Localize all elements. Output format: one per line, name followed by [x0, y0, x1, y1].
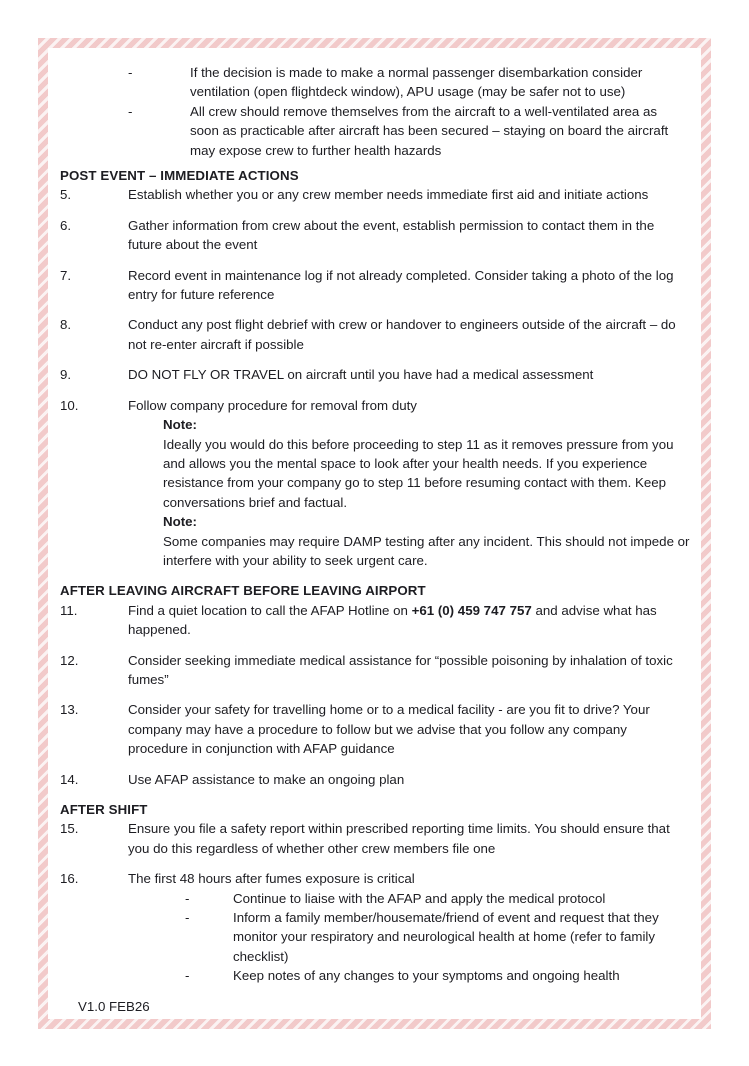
bullet-dash: -	[128, 65, 133, 80]
text-run: Record event in maintenance log if not already completed. Consider taking a photo of the log entry for future reference	[128, 267, 674, 303]
item-body	[128, 651, 689, 690]
item-body	[128, 266, 689, 305]
item-text	[128, 396, 690, 415]
item-body	[128, 819, 689, 858]
numbered-item	[60, 651, 689, 690]
text-run: and advise what has happened.	[128, 602, 657, 638]
item-number: 8.	[60, 317, 72, 333]
sub-bullet-text: Keep notes of any changes to your symptoms and ongoing health	[233, 968, 620, 984]
item-text	[128, 365, 689, 384]
item-text	[128, 770, 689, 789]
item-number: 16.	[60, 871, 79, 887]
numbered-item	[60, 266, 689, 305]
numbered-item	[60, 396, 689, 571]
text-run: If the decision is made to make a normal passenger disembarkation consider ventilation (open flightdeck window), APU usage (may be safer not to use)	[190, 65, 643, 100]
item-text	[128, 266, 689, 305]
bullet-item	[128, 63, 689, 102]
text-run: The first 48 hours after fumes exposure is critical	[128, 871, 415, 887]
note-text: Some companies may require DAMP testing after any incident. This should not impede or interfere with your ability to seek urgent care.	[163, 533, 690, 568]
item-number: 5.	[60, 187, 72, 203]
item-number: 11.	[60, 602, 78, 618]
item-body	[128, 216, 689, 255]
item-text	[128, 601, 689, 640]
item-text	[128, 651, 689, 690]
sub-bullet-item	[185, 966, 689, 985]
numbered-item	[60, 216, 689, 255]
item-body	[128, 869, 689, 985]
text-run: Consider your safety for travelling home or to a medical facility - are you fit to drive? Your company may have a procedure to follow but we advise that you follow any company procedure in conjunction with AFAP guidance	[128, 702, 650, 757]
numbered-item	[60, 869, 689, 985]
bullet-dash: -	[185, 968, 190, 984]
decorative-striped-border	[38, 38, 711, 1029]
item-number: 13.	[60, 702, 79, 718]
item-number: 12.	[60, 652, 79, 668]
item-text	[128, 315, 689, 354]
sub-bullet-text: Continue to liaise with the AFAP and apply the medical protocol	[233, 890, 606, 906]
text-run: Establish whether you or any crew member needs immediate first aid and initiate actions	[128, 187, 649, 203]
item-text	[128, 819, 689, 858]
item-number: 15.	[60, 821, 79, 837]
numbered-item	[60, 601, 689, 640]
item-body	[128, 315, 689, 354]
bullet-text	[190, 63, 689, 102]
section-heading: POST EVENT – IMMEDIATE ACTIONS	[60, 168, 299, 184]
item-text	[128, 869, 689, 888]
bold-text-run: +61 (0) 459 747 757	[411, 602, 532, 618]
item-body	[128, 185, 689, 204]
note-label: Note:	[163, 514, 197, 530]
item-number: 14.	[60, 771, 79, 787]
item-number: 7.	[60, 267, 72, 283]
text-run: Use AFAP assistance to make an ongoing plan	[128, 771, 405, 787]
item-body	[128, 601, 689, 640]
numbered-item	[60, 700, 689, 758]
bullet-dash: -	[185, 890, 190, 906]
note-label: Note:	[163, 417, 197, 433]
text-run: Find a quiet location to call the AFAP Hotline on	[128, 602, 412, 618]
bullet-item	[128, 102, 689, 160]
bullet-dash: -	[185, 910, 190, 926]
bullet-dash: -	[128, 103, 133, 119]
item-text	[128, 216, 689, 255]
sub-bullet-item	[185, 908, 689, 966]
numbered-item	[60, 770, 689, 789]
numbered-item	[60, 185, 689, 204]
numbered-item	[60, 365, 689, 384]
text-run: Follow company procedure for removal from duty	[128, 397, 417, 413]
sub-bullet-text: Inform a family member/housemate/friend of event and request that they monitor your respiratory and neurological health at home (refer to family checklist)	[233, 910, 659, 964]
section-heading: AFTER SHIFT	[60, 802, 148, 817]
item-body	[128, 770, 689, 789]
numbered-item	[60, 315, 689, 354]
item-number: 6.	[60, 217, 72, 233]
text-run: Ensure you file a safety report within prescribed reporting time limits. You should ensure that you do this regardless of whether other crew members file one	[128, 821, 670, 856]
version-label: V1.0 FEB26	[78, 998, 150, 1014]
item-number: 10.	[60, 397, 79, 413]
item-body	[128, 365, 689, 384]
section-heading: AFTER LEAVING AIRCRAFT BEFORE LEAVING AIRPORT	[60, 583, 426, 599]
text-run: Consider seeking immediate medical assistance for “possible poisoning by inhalation of toxic fumes”	[128, 652, 673, 687]
text-run: Conduct any post flight debrief with crew or handover to engineers outside of the aircraft – do not re-enter aircraft if possible	[128, 317, 676, 352]
checklist-document	[60, 63, 689, 986]
text-run: DO NOT FLY OR TRAVEL on aircraft until you have had a medical assessment	[128, 367, 594, 383]
text-run: All crew should remove themselves from the aircraft to a well-ventilated area as soon as practicable after aircraft has been secured – staying on board the aircraft may expose crew to further health hazards	[190, 103, 669, 158]
page-content	[48, 48, 701, 1019]
item-text	[128, 700, 689, 758]
item-number: 9.	[60, 367, 72, 383]
text-run: Gather information from crew about the event, establish permission to contact them in the future about the event	[128, 217, 655, 253]
item-body	[128, 700, 689, 758]
note-text: Ideally you would do this before proceeding to step 11 as it removes pressure from you and allows you the mental space to look after your health needs. If you experience resistance from your company go to step 11 before resuming contact with them. Keep conversations brief and factual.	[163, 436, 674, 510]
bullet-text	[190, 102, 689, 160]
sub-bullet-item	[185, 889, 689, 908]
item-text	[128, 185, 689, 204]
numbered-item	[60, 819, 689, 858]
item-body	[128, 396, 690, 571]
